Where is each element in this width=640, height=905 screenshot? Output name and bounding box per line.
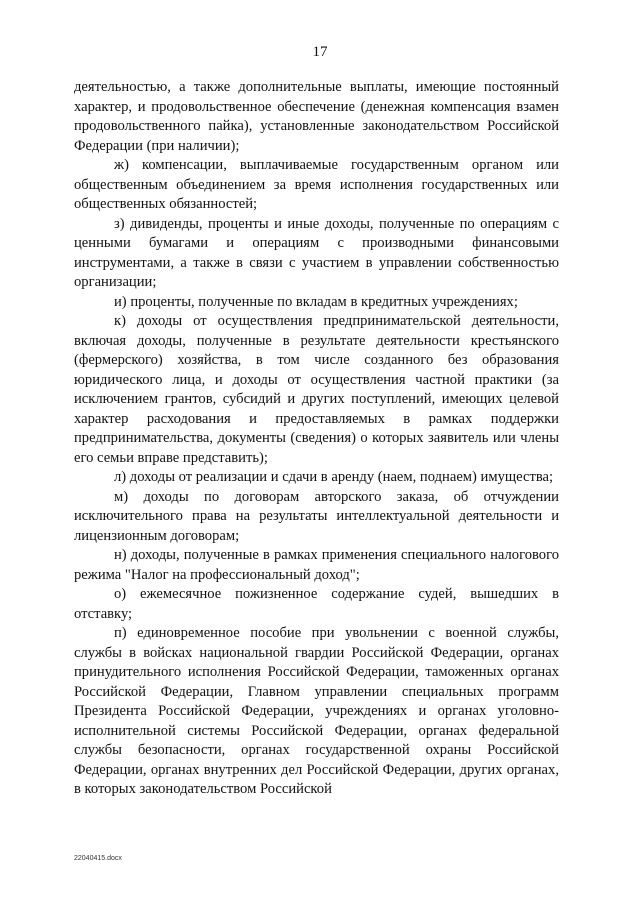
page-number: 17 <box>312 44 328 60</box>
paragraph-item-i: и) проценты, полученные по вкладам в кредитных учреждениях; <box>114 293 518 310</box>
paragraph-item-l: л) доходы от реализации и сдачи в аренду (наем, поднаем) имущества; <box>114 469 554 485</box>
paragraph-item-z: з) дивиденды, проценты и иные доходы, полученные по операциям с ценными бумагами и операциям с производными финансовыми инструментами, а также в связи с участием в управлении собственностью организации; <box>74 215 559 290</box>
paragraph-item-p: п) единовременное пособие при увольнении с военной службы, службы в войсках национальной гвардии Российской Федерации, органах принудительного исполнения Российской Федерации, таможенных органах Российской Федерации, Главном управлении специальных программ Президента Российской Федерации, учреждениях и органах уголовно-исполнительной системы Российской Федерации, органах федеральной службы безопасности, органах государственной охраны Российской Федерации, органах внутренних дел Российской Федерации, других органах, в которых законодательством Российской <box>74 625 559 797</box>
file-name-footer: 22040415.docx <box>74 855 122 862</box>
paragraph-item-zh: ж) компенсации, выплачиваемые государственным органом или общественным объединением за время исполнения государственных или общественных обязанностей; <box>74 157 559 212</box>
document-body <box>74 78 559 800</box>
paragraph-item-m: м) доходы по договорам авторского заказа, об отчуждении исключительного права на результаты интеллектуальной деятельности и лицензионным договорам; <box>74 488 559 544</box>
paragraph-item-k: к) доходы от осуществления предпринимательской деятельности, включая доходы, полученные в результате деятельности крестьянского (фермерского) хозяйства, в том числе созданного без образования юридического лица, и доходы от осуществления частной практики (за исключением грантов, субсидий и других поступлений, имеющих целевой характер расходования и предоставляемых в рамках поддержки предпринимательства, документы (сведения) о которых заявитель или члены его семьи вправе представить); <box>74 313 559 466</box>
paragraph-continuation: деятельностью, а также дополнительные выплаты, имеющие постоянный характер, и продовольственное обеспечение (денежная компенсация взамен продовольственного пайка), установленные законодательством Российской Федерации (при наличии); <box>74 79 559 154</box>
paragraph-item-n: н) доходы, полученные в рамках применения специального налогового режима "Налог на профессиональный доход"; <box>74 547 559 583</box>
paragraph-item-o: о) ежемесячное пожизненное содержание судей, вышедших в отставку; <box>74 586 559 622</box>
